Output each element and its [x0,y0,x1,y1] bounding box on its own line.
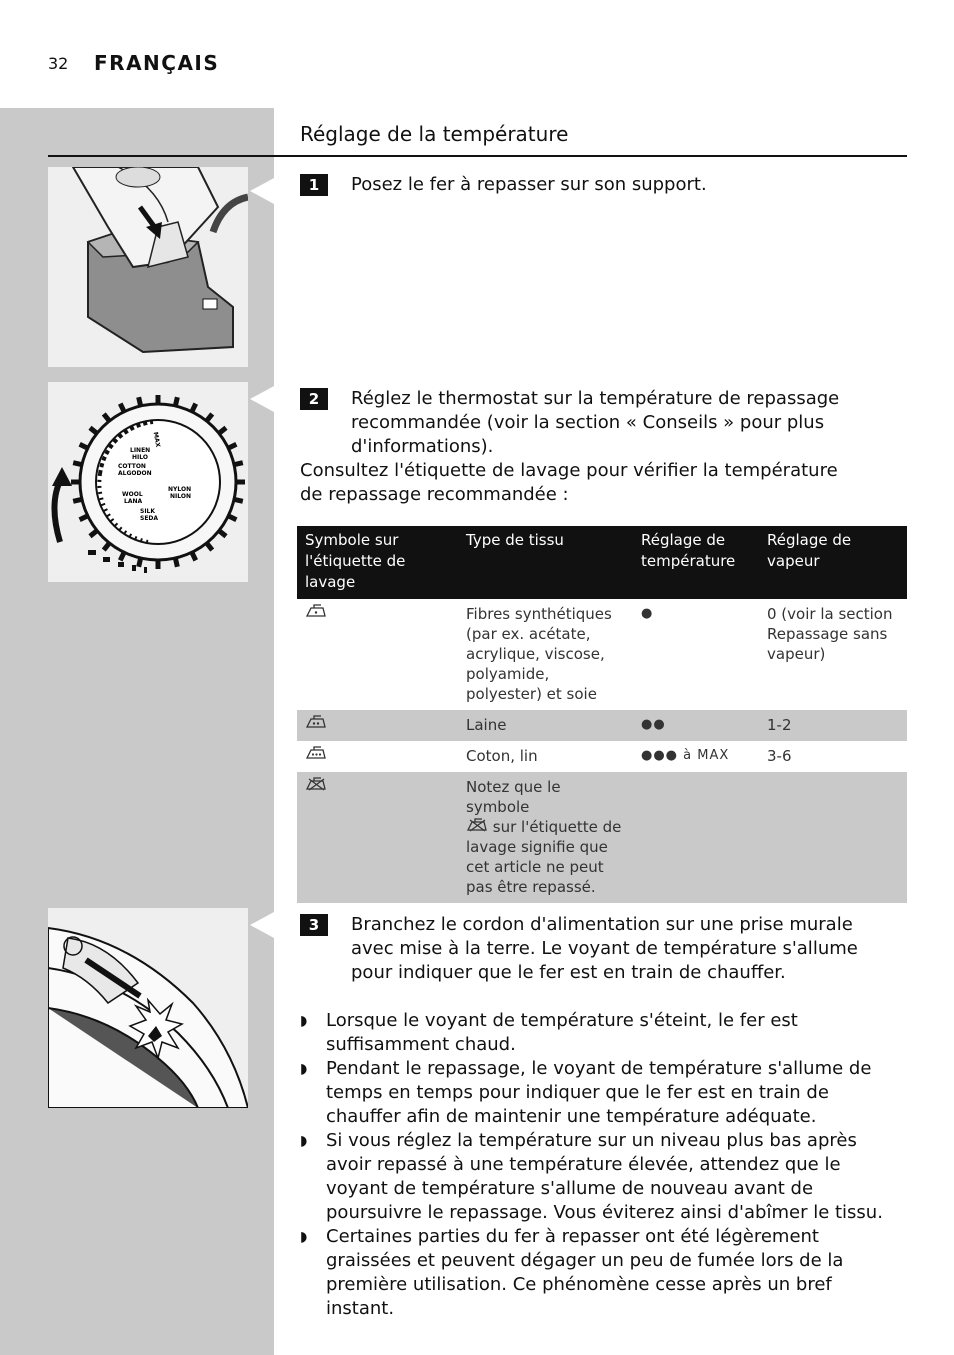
figure-iron-on-stand [48,167,248,367]
bullet-text: Pendant le repassage, le voyant de température s'allume de temps en temps pour indiquer que le fer est en train de chauffer afin de maintenir une température adéquate. [326,1058,872,1127]
iron-three-dot-icon [297,741,458,772]
figure-pointer [250,912,274,938]
step-text-3: Branchez le cordon d'alimentation sur une prise murale avec mise à la terre. Le voyant de température s'allume pour indiquer que le fer est en train de chauffer. [351,914,858,983]
step-text-1: Posez le fer à repasser sur son support. [351,174,707,195]
list-item [300,1129,904,1225]
dial-label-nilon: NILON [170,493,191,500]
table-row [297,599,907,710]
intro-paragraph: Consultez l'étiquette de lavage pour vérifier la température de repassage recommandée : [300,460,838,505]
steam-cell: 0 (voir la section Repassage sans vapeur) [767,605,893,663]
dial-label-lana: LANA [124,498,143,505]
fabric-cell: Laine [458,710,633,741]
steam-cell: 1-2 [759,710,907,741]
figure-thermostat-dial [48,382,248,582]
dial-label-algodon: ALGODON [118,470,152,477]
header-temperature: Réglage de température [633,526,759,599]
fabric-cell [458,772,633,903]
table-row [297,741,907,772]
dial-label-wool: WOOL [122,491,143,498]
dial-label-linen: LINEN [130,447,151,454]
dial-label-hilo: HILO [132,454,148,461]
temperature-light-illustration [48,908,248,1108]
step-number-1: 1 [300,174,328,196]
bullet-icon: ◗ [300,1133,308,1149]
header-steam: Réglage de vapeur [759,526,907,599]
dial-label-seda: SEDA [140,515,159,522]
iron-on-stand-illustration [48,167,248,367]
dial-label-cotton: COTTON [118,463,146,470]
step-number-2: 2 [300,388,328,410]
iron-one-dot-icon [297,599,458,710]
dial-label-max: MAX [151,431,162,448]
steam-cell [759,772,907,903]
dial-tooth [237,480,245,485]
dial-label-silk: SILK [140,508,156,515]
bullet-text: Certaines parties du fer à repasser ont été légèrement graissées et peuvent dégager un peu de fumée lors de la première utilisation. Ce phénomène cesse après un bref instant. [326,1226,844,1319]
figure-pointer [250,386,274,412]
temperature-table [297,526,907,903]
no-iron-icon [297,772,458,903]
list-item [300,1057,904,1129]
table-row [297,772,907,903]
bullet-icon: ◗ [300,1061,308,1077]
bullet-text: Si vous réglez la température sur un niveau plus bas après avoir repassé à une température élevée, attendez que le voyant de température s'allume de nouveau avant de poursuivre le repassage. Vous éviterez ainsi d'abîmer le tissu. [326,1130,883,1223]
title-rule [48,155,907,157]
figure-temperature-light [48,908,248,1108]
language-heading: FRANÇAIS [94,51,220,75]
bullet-icon: ◗ [300,1013,308,1029]
bullet-list [300,1009,904,1321]
fabric-cell: Fibres synthétiques (par ex. acétate, acrylique, viscose, polyamide, polyester) et soie [466,605,612,703]
step-number-3: 3 [300,914,328,936]
section-title: Réglage de la température [300,122,569,146]
temp-cell: ●● [633,710,759,741]
no-iron-note-start: Notez que le symbole [466,778,561,816]
header-fabric: Type de tissu [458,526,633,599]
dial-tooth [156,395,161,403]
step-text-2: Réglez le thermostat sur la température de repassage recommandée (voir la section « Conseils » pour plus d'informations). [351,388,840,457]
thermostat-dial-illustration [48,382,248,582]
temp-cell: ● [641,606,654,621]
list-item [300,1009,904,1057]
list-item [300,1225,904,1321]
temp-cell: ●●● à MAX [641,748,730,763]
temp-cell [633,772,759,903]
bullet-text: Lorsque le voyant de température s'éteint, le fer est suffisamment chaud. [326,1010,798,1055]
dial-tooth [71,480,79,485]
fabric-cell: Coton, lin [466,747,538,765]
figure-pointer [250,178,274,204]
header-symbol: Symbole sur l'étiquette de lavage [297,526,458,599]
bullet-icon: ◗ [300,1229,308,1245]
table-row [297,710,907,741]
steam-cell: 3-6 [767,747,792,765]
iron-two-dot-icon [297,710,458,741]
no-iron-note-end: sur l'étiquette de lavage signifie que cet article ne peut pas être repassé. [466,818,622,896]
dial-label-nylon: NYLON [168,486,192,493]
no-iron-inline-icon [466,818,488,832]
table-header-row [297,526,907,599]
dial-tooth [156,561,161,569]
page-number: 32 [48,54,69,73]
